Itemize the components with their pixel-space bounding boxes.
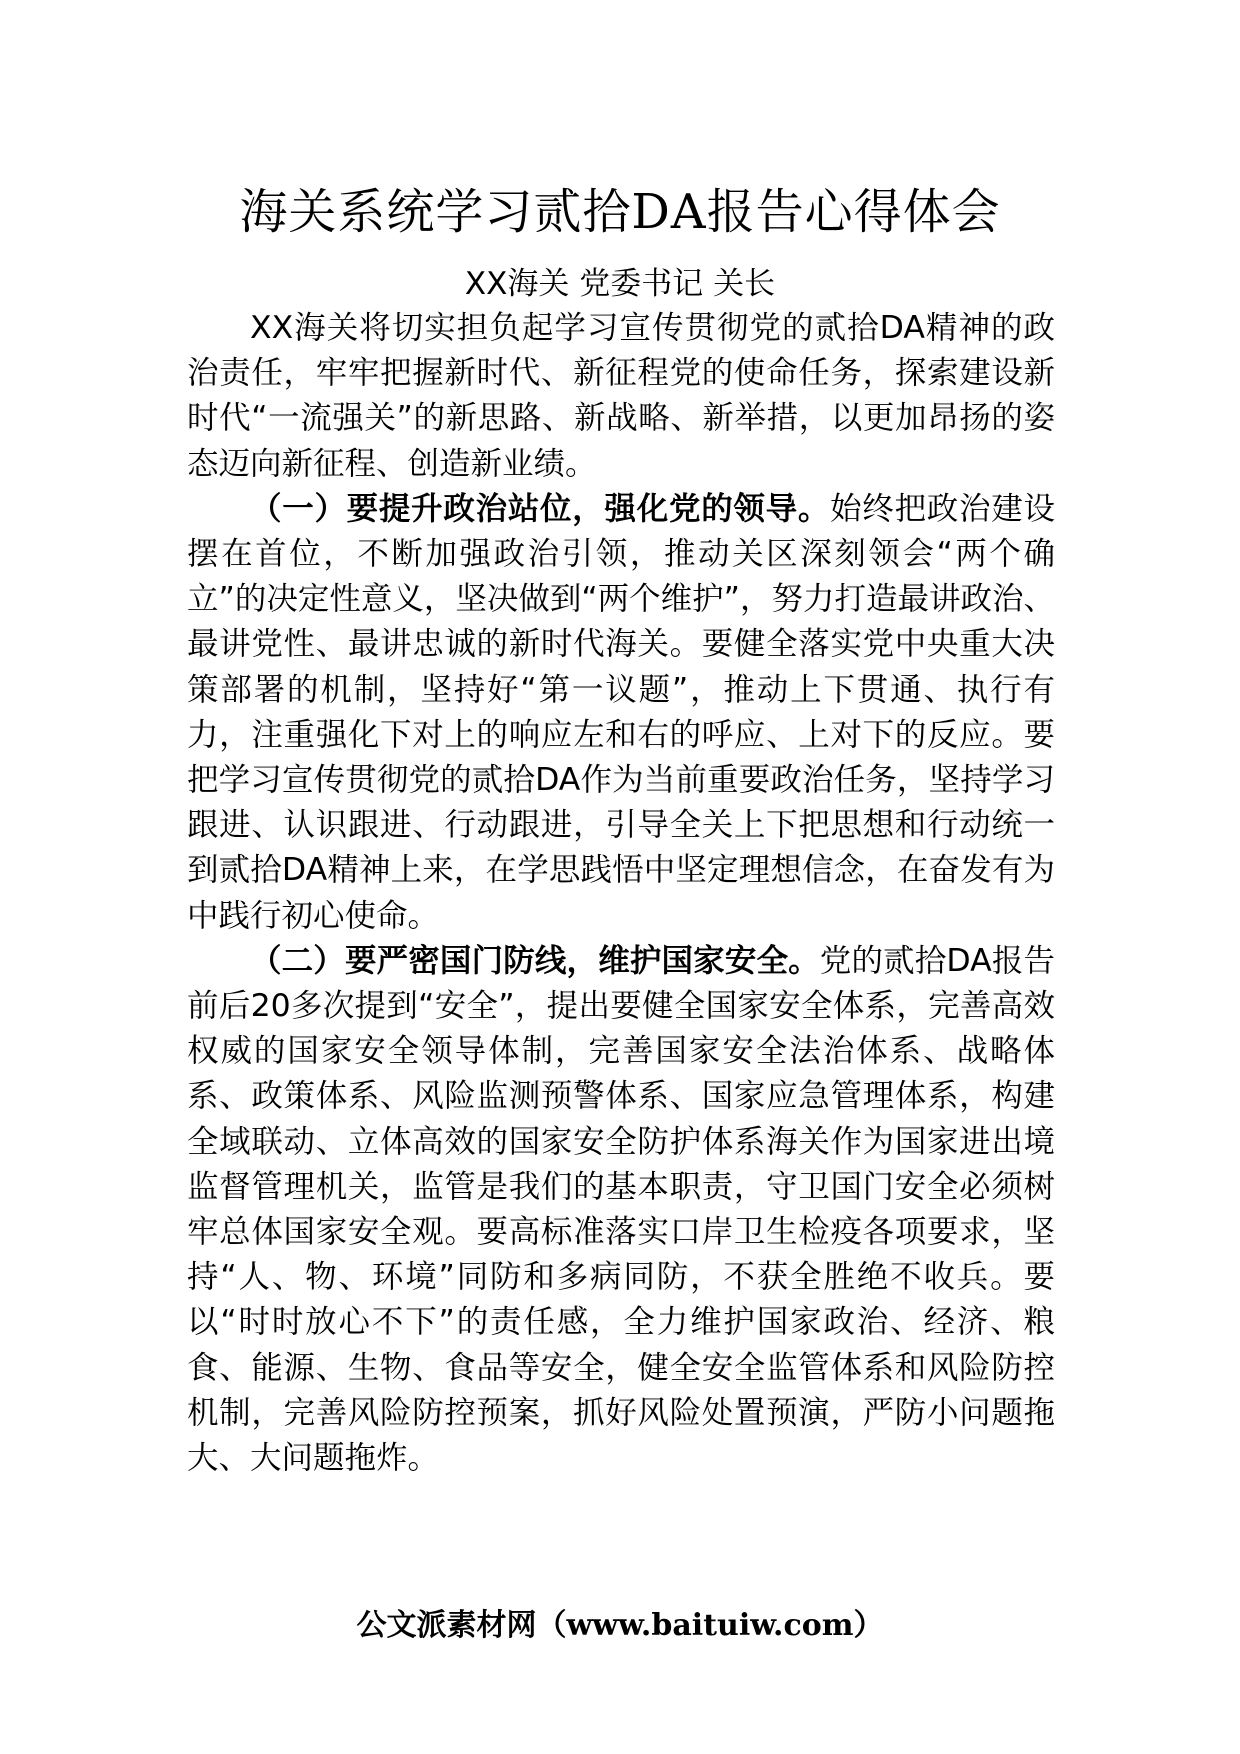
paragraph-section-2	[187, 939, 1055, 1481]
author-line: XX海关 党委书记 关长	[464, 266, 776, 302]
paragraph-intro	[187, 306, 1055, 487]
document-title: 海关系统学习贰拾DA报告心得体会	[239, 184, 1001, 240]
paragraph-text: XX海关将切实担负起学习宣传贯彻党的贰拾DA精神的政治责任，牢牢把握新时代、新征程党的使命任务，探索建设新时代“一流强关”的新思路、新战略、新举措，以更加昂扬的姿态迈向新征程、创造新业绩。	[187, 310, 1055, 482]
paragraph-text: 党的贰拾DA报告前后20多次提到“安全”，提出要健全国家安全体系，完善高效权威的国家安全领导体制，完善国家安全法治体系、战略体系、政策体系、风险监测预警体系、国家应急管理体系，构建全域联动、立体高效的国家安全防护体系海关作为国家进出境监督管理机关，监管是我们的基本职责，守卫国门安全必须树牢总体国家安全观。要高标准落实口岸卫生检疫各项要求，坚持“人、物、环境”同防和多病同防，不获全胜绝不收兵。要以“时时放心不下”的责任感，全力维护国家政治、经济、粮食、能源、生物、食品等安全，健全安全监管体系和风险防控机制，完善风险防控预案，抓好风险处置预演，严防小问题拖大、大问题拖炸。	[187, 942, 1055, 1477]
paragraph-text: 始终把政治建设摆在首位，不断加强政治引领，推动关区深刻领会“两个确立”的决定性意义，坚决做到“两个维护”，努力打造最讲政治、最讲党性、最讲忠诚的新时代海关。要健全落实党中央重大决策部署的机制，坚持好“第一议题”，推动上下贯通、执行有力，注重强化下对上的响应左和右的呼应、上对下的反应。要把学习宣传贯彻党的贰拾DA作为当前重要政治任务，坚持学习跟进、认识跟进、行动跟进，引导全关上下把思想和行动统一到贰拾DA精神上来，在学思践悟中坚定理想信念，在奋发有为中践行初心使命。	[187, 490, 1055, 934]
footer-source: 公文派素材网（www.baituiw.com）	[356, 1608, 884, 1643]
paragraph-lead: （二）要严密国门防线，维护国家安全。	[250, 942, 820, 979]
document-body	[187, 306, 1055, 1481]
paragraph-section-1	[187, 487, 1055, 939]
paragraph-lead: （一）要提升政治站位，强化党的领导。	[250, 490, 831, 527]
